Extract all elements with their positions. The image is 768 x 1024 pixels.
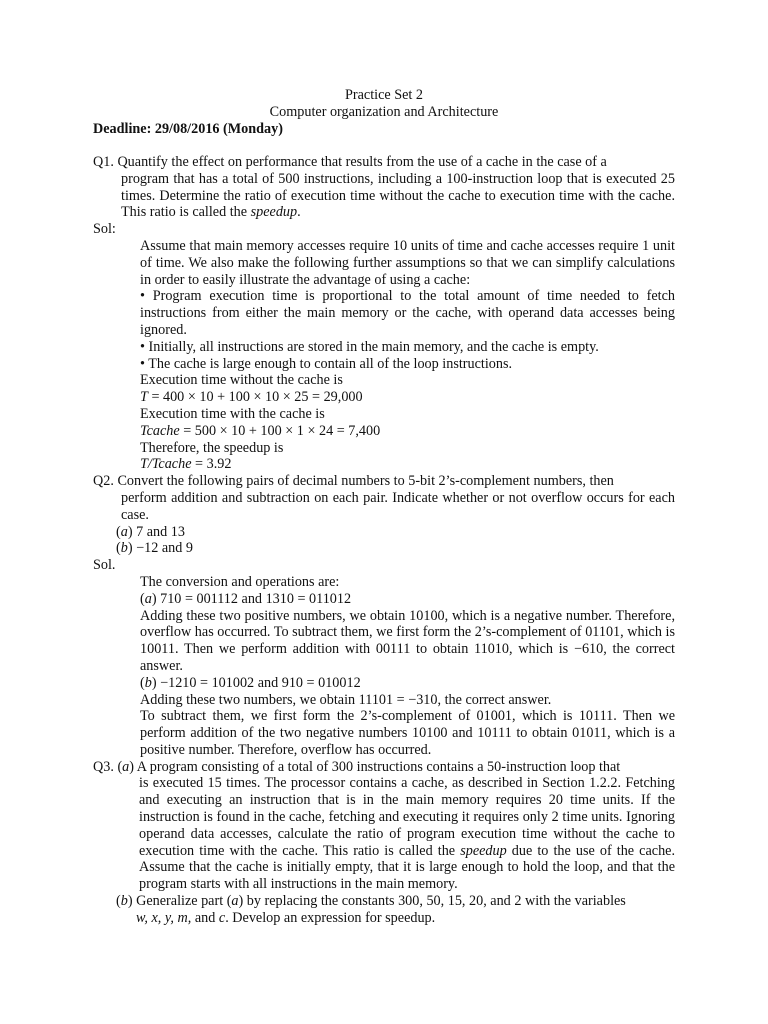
q2-a-label: a [120,523,128,540]
q2-b-line-label: b [144,674,152,691]
document-body [0,154,768,927]
q1-text-rest: program that has a total of 500 instructions, including a 100-instruction loop that is executed 25 times. Determine the ratio of execution time without the cache to execution time with the cache. This ratio is called the [121,170,675,221]
q1-para1: Assume that main memory accesses require 10 units of time and cache accesses require 1 unit of time. We also make the following further assumptions so that we can simplify calculations in order to easily illustrate the advantage of using a cache: [140,237,675,288]
q2-b-text: −12 and 9 [132,540,193,557]
q2-b-label: b [120,540,128,557]
q3-heading: Q3. (a) A program consisting of a total of 300 instructions contains a 50-instruction loop that [93,758,621,775]
q3-b-and: and [191,909,219,926]
q3-a-rest2: due to the use of the cache. Assume that the cache is initially empty, that it is large enough to hold the loop, and that the program starts with all instructions in the main memory. [139,842,676,893]
q1-label: Q1. [93,154,114,170]
q1-eq3-rest: = 3.92 [191,456,232,473]
q3-a-speedup-term: speedup [460,842,507,859]
q2-text-first: Convert the following pairs of decimal numbers to 5-bit 2’s-complement numbers, then [117,473,614,490]
q1-bullet2: • Initially, all instructions are stored in the main memory, and the cache is empty. [140,338,599,355]
q1-line-with: Execution time with the cache is [140,405,325,422]
q1-sol-label: Sol: [93,221,116,238]
q3-a-label: a [122,758,130,775]
deadline: Deadline: 29/08/2016 (Monday) [93,121,283,137]
q2-b-add: Adding these two numbers, we obtain 11101 = −310, the correct answer. [140,691,552,708]
q1-speedup-term: speedup [250,204,298,221]
q2-a-text: 7 and 13 [132,523,185,540]
q1-bullet1: • Program execution time is proportional to the total amount of time needed to fetch instructions from either the main memory or the cache, with operand data accesses being ignored. [140,288,675,338]
q2-conv: The conversion and operations are: [140,573,340,590]
q1-line-without: Execution time without the cache is [140,372,343,389]
q2-sol-label: Sol. [93,557,116,574]
q1-eq2-var: Tcache [140,422,180,439]
q3-a-first: A program consisting of a total of 300 instructions contains a 50-instruction loop that [134,758,621,775]
q2-text: perform addition and subtraction on each pair. Indicate whether or not overflow occurs for each case. [121,489,675,523]
q1-eq1-var: T [140,389,148,406]
q2-b-para: To subtract them, we first form the 2’s-complement of 01001, which is 10111. Then we perform addition of the two negative numbers 10100 and 10111 to obtain 01011, which is a positive number. Therefore, overflow has occurred. [140,708,675,758]
q2-b-line: (b) −1210 = 101002 and 910 = 010012 [140,674,361,691]
q2-a-line: (a) 710 = 001112 and 1310 = 011012 [140,590,352,607]
q2-part-b: (b) −12 and 9 [116,540,193,557]
q3-b-first: Generalize part ( [132,893,232,910]
q3-b-vars: w, x, y, m, [136,909,192,926]
q1-eq2-rest: = 500 × 10 + 100 × 1 × 24 = 7,400 [179,422,381,439]
q3-b-cont [0,910,675,927]
q2-a-para: Adding these two positive numbers, we obtain 10100, which is a negative number. Therefore, overflow has occurred. To subtract them, we first form the 2’s-complement of 01101, which is 10011. Then we perform addition with 00111 to obtain 11010, which is −610, the correct answer. [140,607,675,674]
q1-eq3 [0,456,675,473]
q2-part-a: (a) 7 and 13 [116,523,185,540]
q1-eq1 [0,389,675,406]
document-header [0,87,768,121]
q2-a-line-text: 710 = 001112 and 1310 = 011012 [156,590,352,607]
q3-a-text [0,775,675,893]
page-title: Practice Set 2 [344,87,423,103]
q2-a-line-label: a [144,590,152,607]
q3-b-end: . Develop an expression for speedup. [225,909,436,926]
q2-heading [0,473,675,490]
q1-bullet3: • The cache is large enough to contain all of the loop instructions. [140,355,513,372]
q3-b-first-rest: ) by replacing the constants 300, 50, 15, 20, and 2 with the variables [238,893,626,910]
q1-text-first: Quantify the effect on performance that results from the use of a cache in the case of a [117,154,607,170]
q3-b-first-a: a [231,893,239,910]
q1-line-therefore: Therefore, the speedup is [140,439,284,456]
q2-b-line-text: −1210 = 101002 and 910 = 010012 [156,674,361,691]
q1-eq2 [0,423,675,440]
q3-a-rest1: is executed 15 times. The processor contains a cache, as described in Section 1.2.2. Fetching and executing an instruction that is in the main memory requires 20 time units. If the instruction is found in the cache, fetching and executing it requires only 2 time units. Ignoring operand data accesses, calculate the ratio of program execution time without the cache to execution time with the cache. This ratio is called the [139,775,675,859]
q3-part-b: (b) Generalize part (a) by replacing the constants 300, 50, 15, 20, and 2 with the variables [116,893,626,910]
q3-b-label: b [120,893,128,910]
q1-heading [0,154,675,171]
q2-label: Q2. [93,473,114,490]
q1-eq1-rest: = 400 × 10 + 100 × 10 × 25 = 29,000 [147,389,363,406]
q1-eq3-var: T/Tcache [140,456,192,473]
q1-text: program that has a total of 500 instructions, including a 100-instruction loop that is executed 25 times. Determine the ratio of execution time without the cache to execution time with the cache. This ratio is called the speedup. [121,170,675,221]
q3-label: Q3. [93,758,114,775]
q3-b-c: c [218,909,226,926]
course-title: Computer organization and Architecture [269,104,499,120]
